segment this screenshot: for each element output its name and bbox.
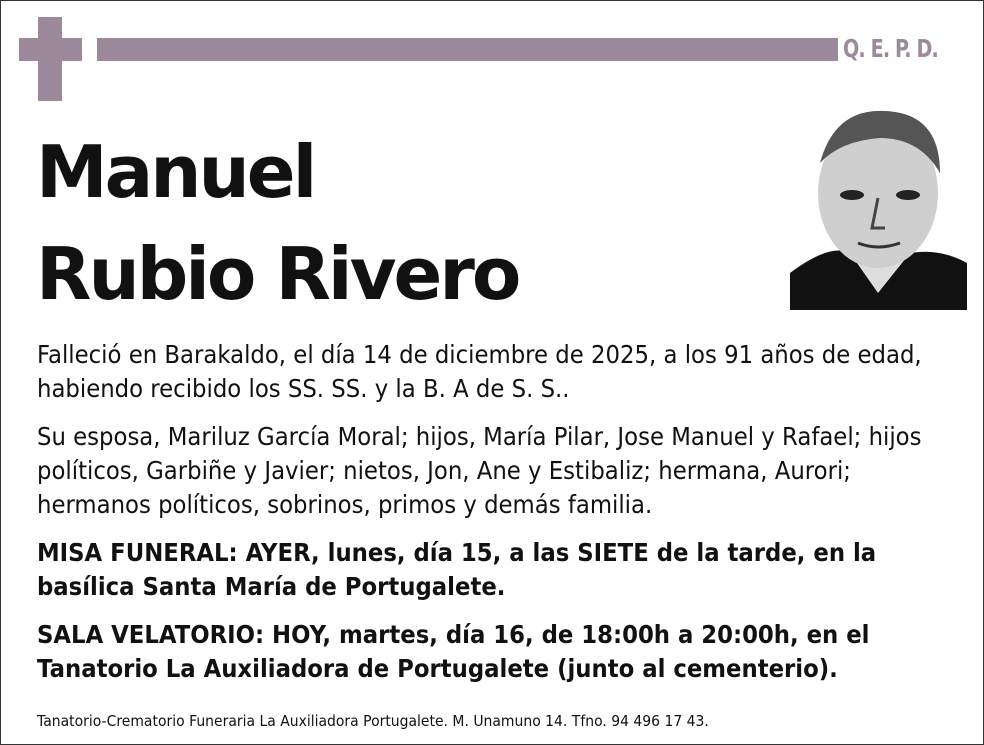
cross-icon-arm — [19, 38, 82, 61]
wake-room-info: SALA VELATORIO: HOY, martes, día 16, de 18:00h a 20:00h, en el Tanatorio La Auxiliadora de Portugalete (junto al cementerio). — [37, 620, 870, 683]
header-bar — [97, 38, 838, 61]
funeral-home-footer: Tanatorio-Crematorio Funeraria La Auxiliadora Portugalete. M. Unamuno 14. Tfno. 94 496 17 43. — [37, 712, 709, 730]
funeral-mass-info: MISA FUNERAL: AYER, lunes, día 15, a las SIETE de la tarde, en la basílica Santa María de Portugalete. — [37, 538, 877, 601]
portrait-photo — [790, 103, 967, 310]
death-announcement: Falleció en Barakaldo, el día 14 de diciembre de 2025, a los 91 años de edad, habiendo recibido los SS. SS. y la B. A de S. S.. — [37, 340, 922, 403]
qepd-label: Q. E. P. D. — [843, 34, 938, 63]
family-list: Su esposa, Mariluz García Moral; hijos, María Pilar, Jose Manuel y Rafael; hijos políticos, Garbiñe y Javier; nietos, Jon, Ane y Estibaliz; hermana, Aurori; hermanos políticos, sobrinos, primos y demás familia. — [37, 422, 922, 519]
deceased-first-name: Manuel — [36, 130, 315, 214]
deceased-surnames: Rubio Rivero — [36, 232, 519, 316]
